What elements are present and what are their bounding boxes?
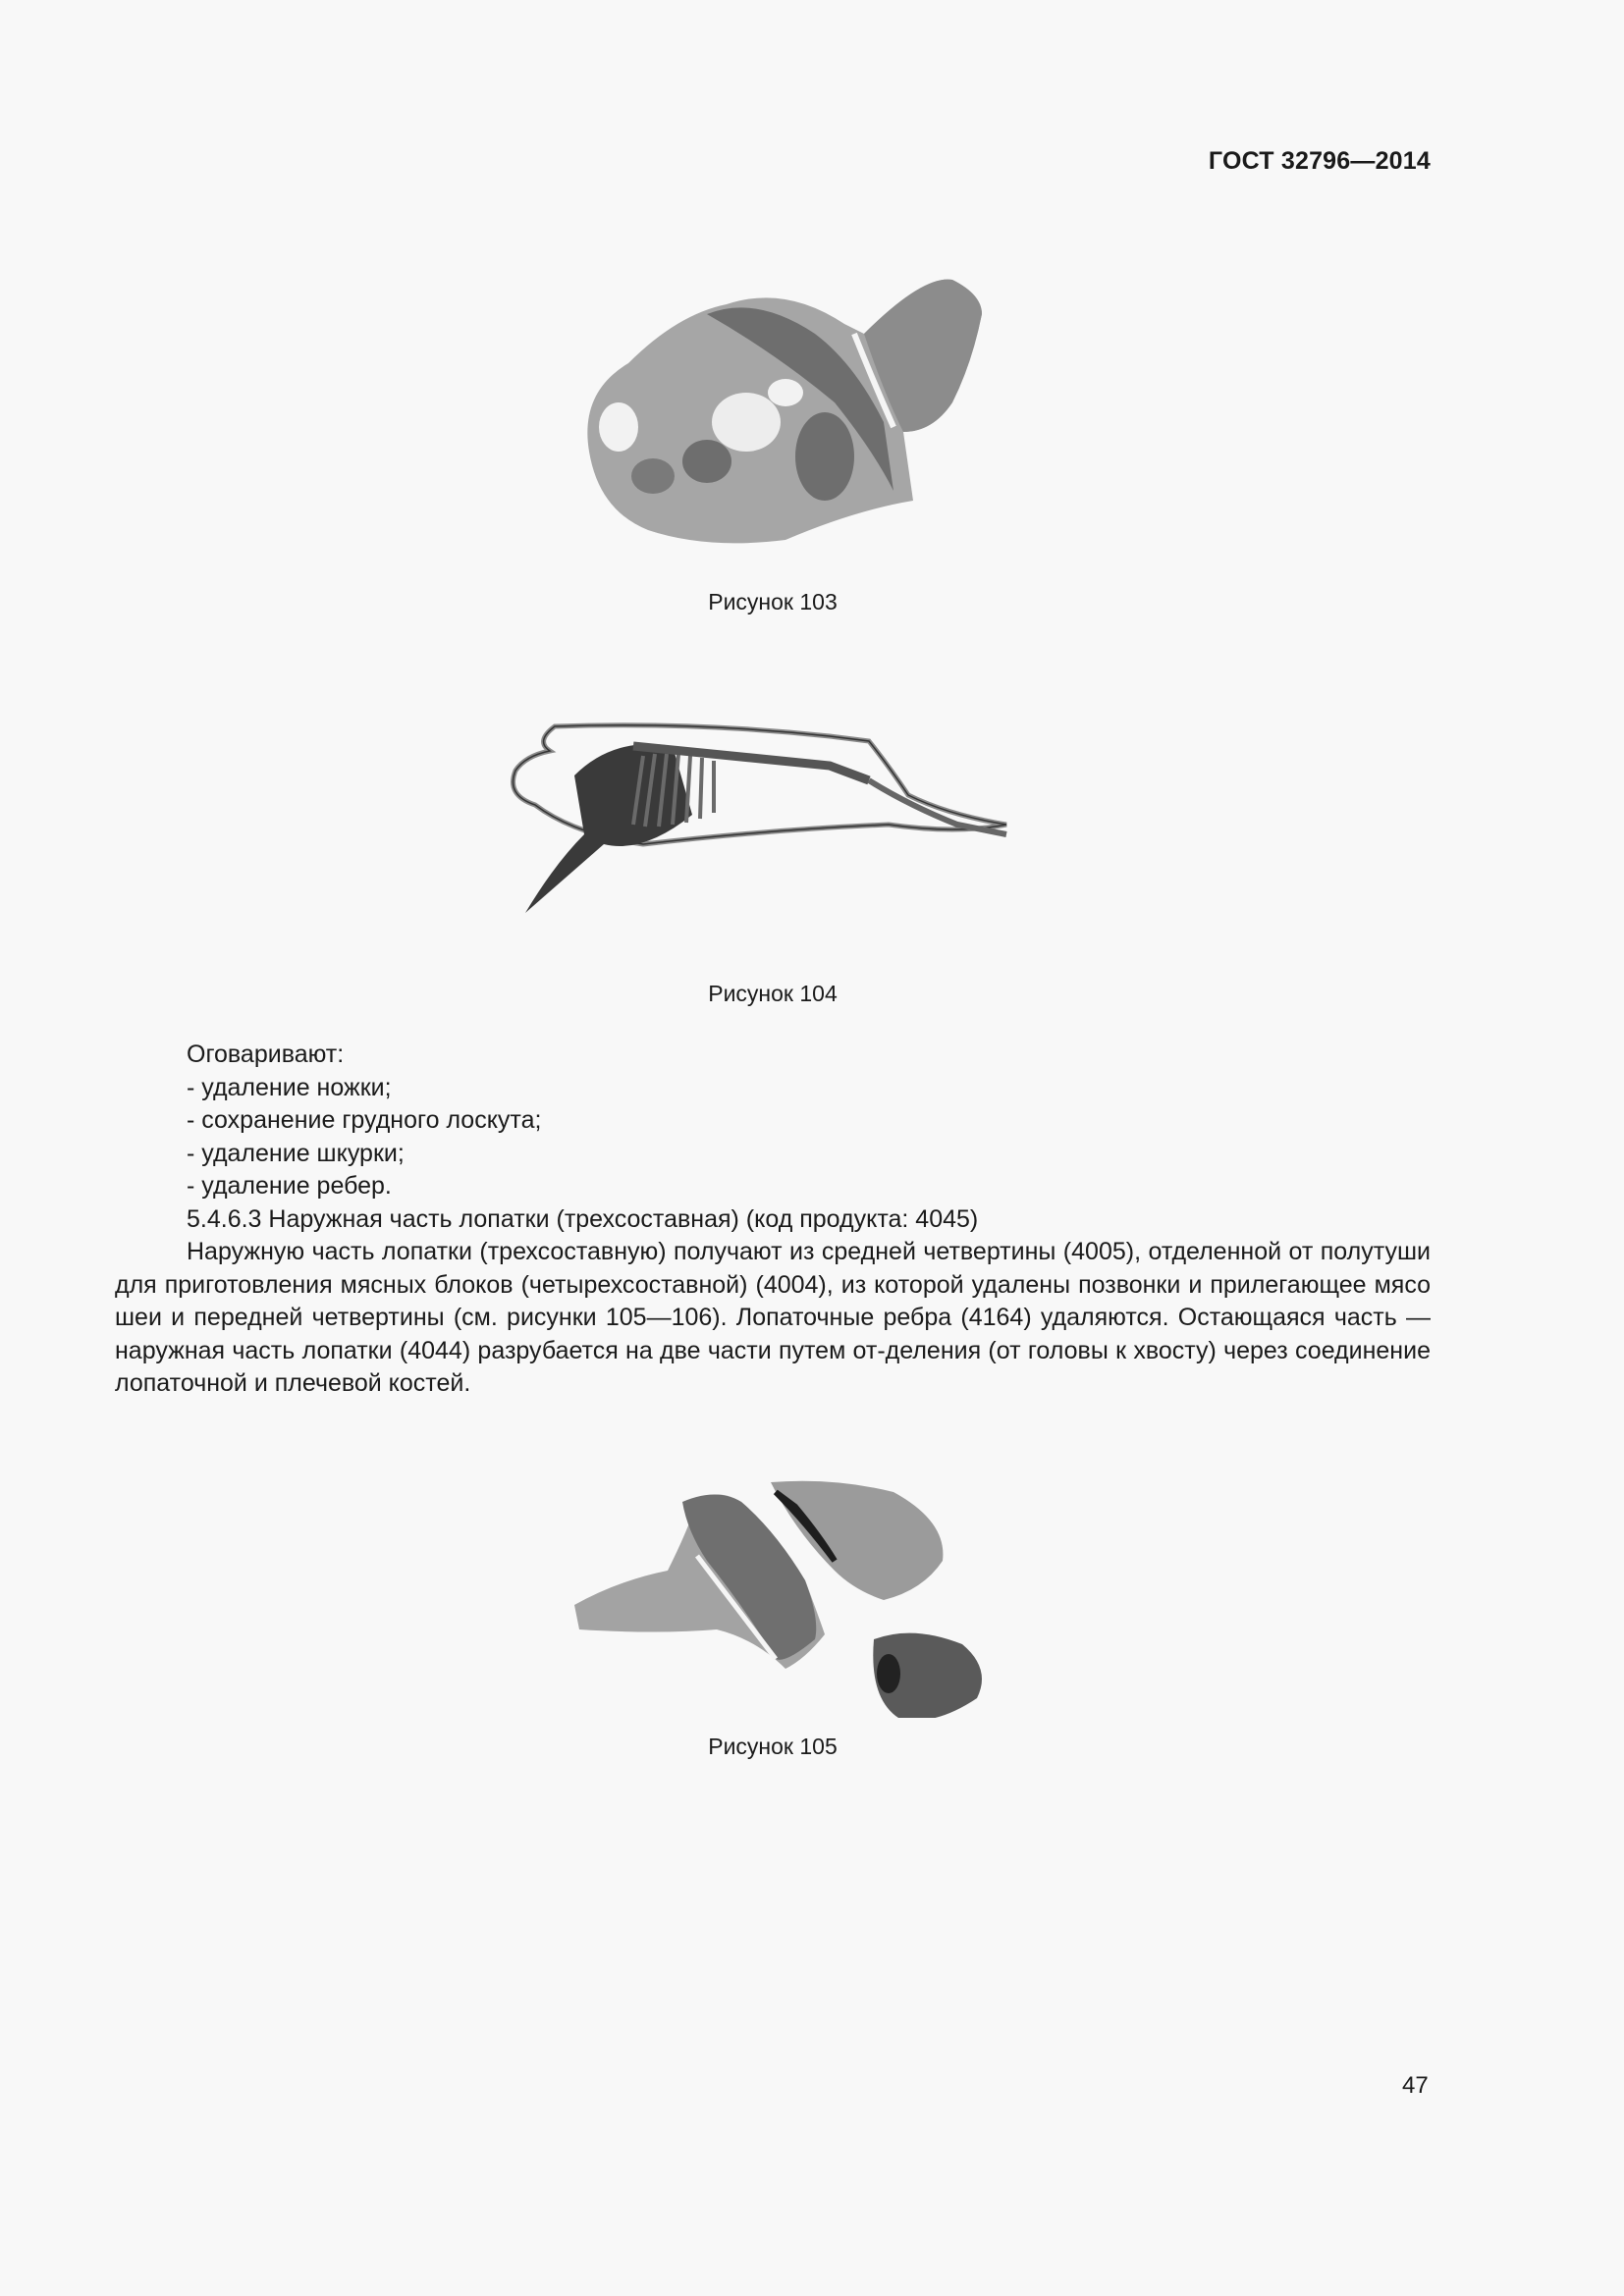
figure-105 xyxy=(0,1463,1624,1718)
section-heading: 5.4.6.3 Наружная часть лопатки (трехсоставная) (код продукта: 4045) xyxy=(187,1204,979,1233)
meat-pieces-image xyxy=(560,1463,1011,1718)
section-paragraph: Наружную часть лопатки (трехсоставную) получают из средней четвертины (4005), отделенной от полутуши для приготовления мясных блоков (четырехсоставной) (4004), из которой удалены позвонки и прилегающее мясо шеи и передней четвертины (см. рисунки 105—106). Лопаточные ребра (4164) удаляются. Остающаяся часть — наружная часть лопатки (4044) разрубается на две части путем от-деления (от головы к хвосту) через соединение лопаточной и плечевой костей. xyxy=(115,1238,1431,1397)
list-intro: Оговаривают: xyxy=(187,1041,345,1068)
figure-104 xyxy=(0,717,1624,933)
list-item: - сохранение грудного лоскута; xyxy=(187,1106,542,1134)
page-number: 47 xyxy=(1402,2072,1429,2099)
figure-103-caption: Рисунок 103 xyxy=(708,589,838,614)
figure-103 xyxy=(0,255,1624,609)
list-item: - удаление ребер. xyxy=(187,1172,392,1200)
list-item: - удаление шкурки; xyxy=(187,1139,405,1167)
figure-104-caption: Рисунок 104 xyxy=(708,981,838,1006)
document-standard-id: ГОСТ 32796—2014 xyxy=(1208,147,1431,175)
figure-105-caption: Рисунок 105 xyxy=(708,1734,838,1759)
meat-cut-image xyxy=(560,255,1011,569)
carcass-skeleton-image xyxy=(496,717,1046,933)
document-body xyxy=(115,1039,1431,1401)
list-item: - удаление ножки; xyxy=(187,1073,392,1101)
